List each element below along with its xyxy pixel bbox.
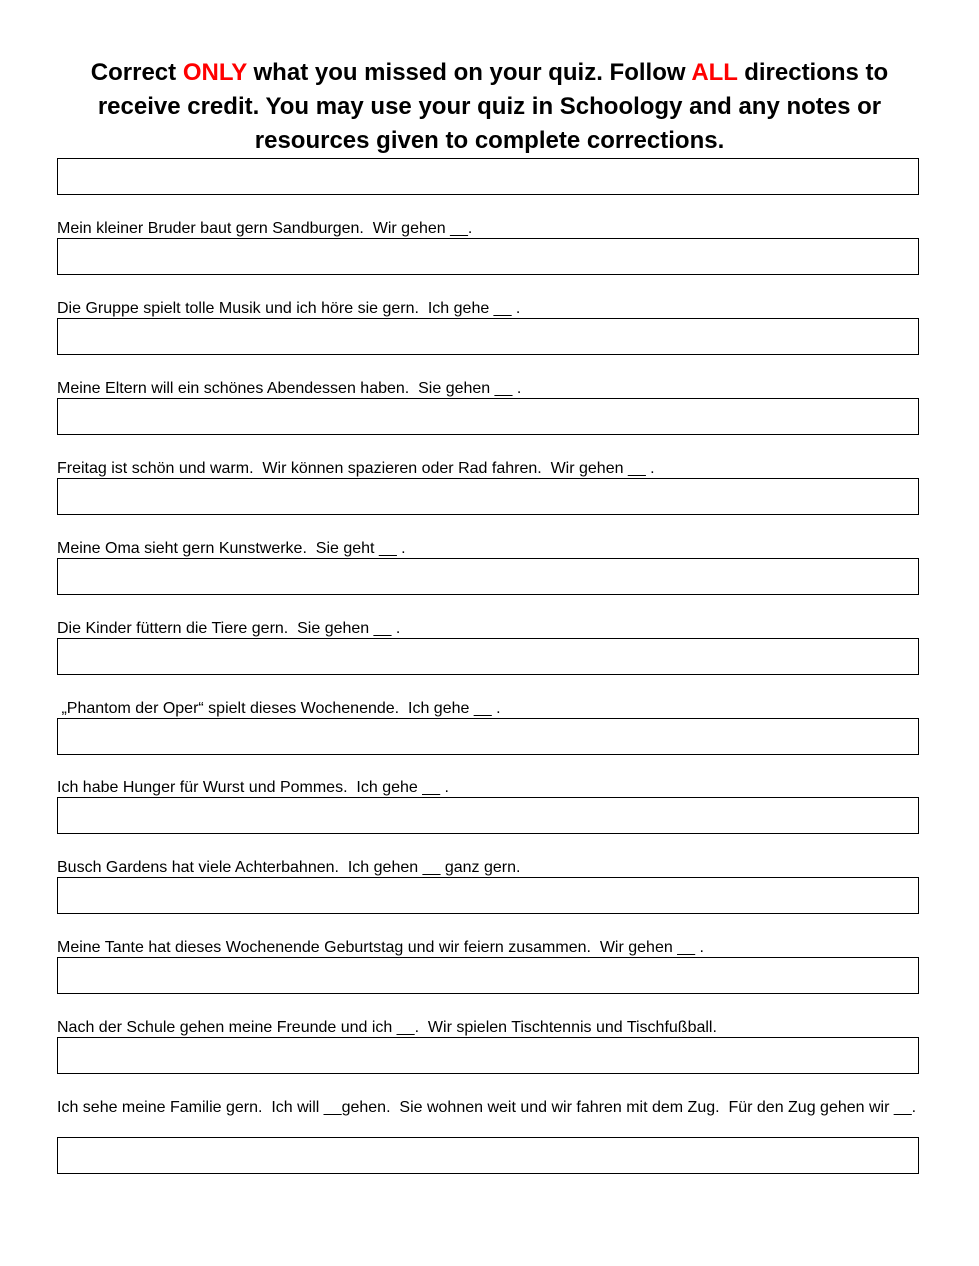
- question-12: Ich sehe meine Familie gern. Ich will __gehen. Sie wohnen weit und wir fahren mit dem Zug. Für den Zug gehen wir __.: [57, 1099, 917, 1116]
- answer-box-4[interactable]: [57, 478, 919, 515]
- answer-box-2[interactable]: [57, 318, 919, 355]
- answer-box-1[interactable]: [57, 238, 919, 275]
- question-1: Mein kleiner Bruder baut gern Sandburgen. Wir gehen __.: [57, 220, 473, 237]
- answer-box-0[interactable]: [57, 158, 919, 195]
- answer-box-3[interactable]: [57, 398, 919, 435]
- question-11: Nach der Schule gehen meine Freunde und ich __. Wir spielen Tischtennis und Tischfußball.: [57, 1019, 717, 1036]
- question-3: Meine Eltern will ein schönes Abendessen haben. Sie gehen __ .: [57, 380, 522, 397]
- answer-box-9[interactable]: [57, 877, 919, 914]
- all-emphasis: ALL: [691, 59, 738, 86]
- answer-box-6[interactable]: [57, 638, 919, 675]
- question-6: Die Kinder füttern die Tiere gern. Sie gehen __ .: [57, 620, 401, 637]
- answer-box-7[interactable]: [57, 718, 919, 755]
- only-emphasis: ONLY: [182, 59, 247, 86]
- question-8: Ich habe Hunger für Wurst und Pommes. Ich gehe __ .: [57, 779, 449, 796]
- question-5: Meine Oma sieht gern Kunstwerke. Sie geht __ .: [57, 540, 406, 557]
- answer-box-11[interactable]: [57, 1037, 919, 1074]
- instructions-part-1: Correct: [90, 59, 183, 86]
- instructions-part-3: directions to receive credit. You may use your quiz in Schoology and any notes or resources given to complete corrections.: [97, 59, 889, 154]
- question-7: „Phantom der Oper“ spielt dieses Wochenende. Ich gehe __ .: [57, 700, 501, 717]
- answer-box-10[interactable]: [57, 957, 919, 994]
- answer-box-5[interactable]: [57, 558, 919, 595]
- answer-box-8[interactable]: [57, 797, 919, 834]
- instructions-part-2: what you missed on your quiz. Follow: [246, 59, 692, 86]
- question-10: Meine Tante hat dieses Wochenende Geburtstag und wir feiern zusammen. Wir gehen __ .: [57, 939, 704, 956]
- question-4: Freitag ist schön und warm. Wir können spazieren oder Rad fahren. Wir gehen __ .: [57, 460, 655, 477]
- answer-box-12[interactable]: [57, 1137, 919, 1174]
- question-9: Busch Gardens hat viele Achterbahnen. Ich gehen __ ganz gern.: [57, 859, 521, 876]
- instructions-heading: [50, 56, 929, 158]
- question-2: Die Gruppe spielt tolle Musik und ich höre sie gern. Ich gehe __ .: [57, 300, 521, 317]
